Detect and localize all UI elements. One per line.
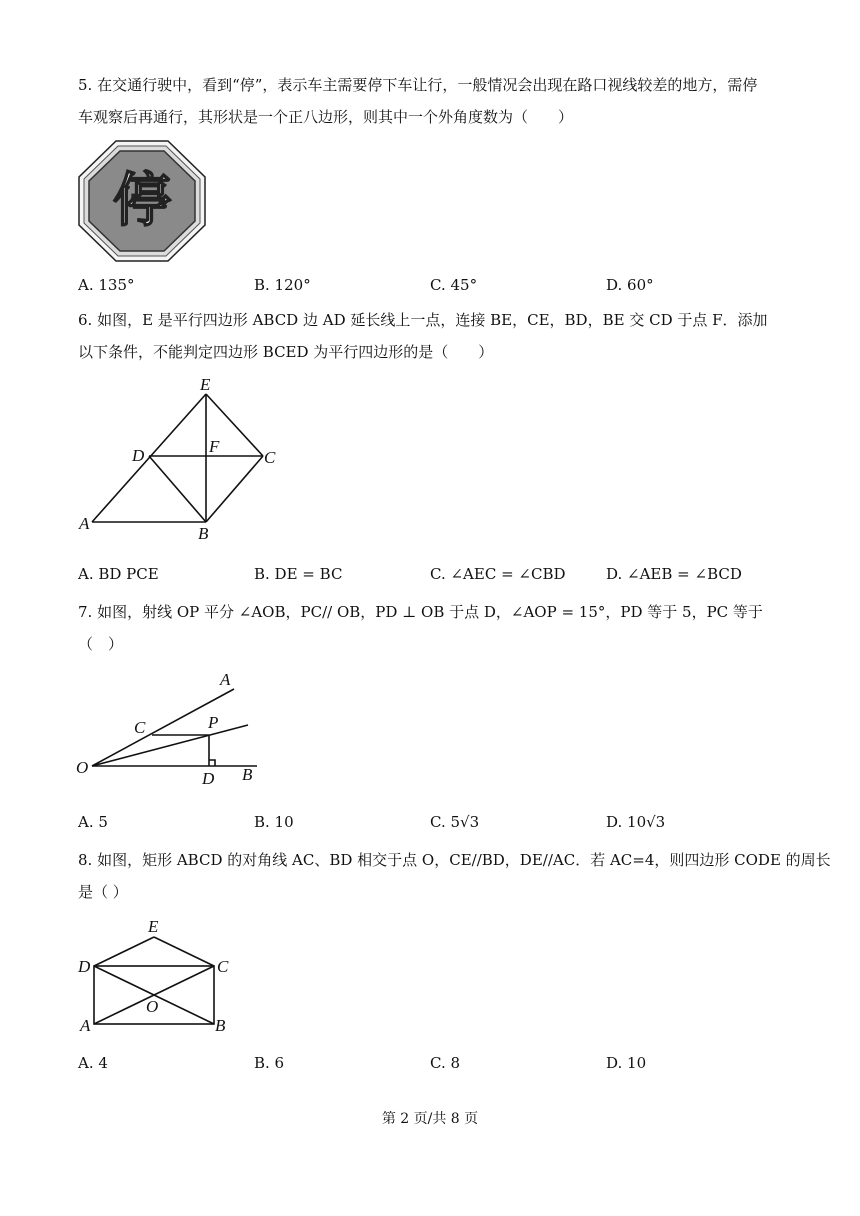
q6-option-b: B. DE = BC <box>254 565 343 583</box>
q5-option-b: B. 120° <box>254 276 311 294</box>
q6-label-d: D <box>132 446 145 465</box>
page-footer: 第 2 页/共 8 页 <box>381 1111 479 1127</box>
q6-label-f: F <box>209 437 220 456</box>
q6-text-line1: 6. 如图，E 是平行四边形 ABCD 边 AD 延长线上一点，连接 BE，CE，BD，BE 交 CD 于点 F．添加 <box>78 311 768 329</box>
q6-label-c: C <box>264 448 276 467</box>
q7-option-c: C. 5√3 <box>430 813 480 831</box>
q7-label-b: B <box>242 765 253 784</box>
q7-label-c: C <box>134 718 146 737</box>
q7-text-line2: （ ） <box>78 635 124 653</box>
q8-label-d: D <box>78 957 91 976</box>
q8-text-line2: 是（ ） <box>78 883 128 901</box>
q7-label-o: O <box>76 758 89 777</box>
q6-label-a: A <box>79 514 90 533</box>
q5-text-line1: 5. 在交通行驶中，看到“停”，表示车主需要停下车让行，一般情况会出现在路口视线较差的地方，需停 <box>78 76 758 94</box>
q5-option-a: A. 135° <box>78 276 135 294</box>
q8-label-a: A <box>80 1016 91 1035</box>
q7-option-a: A. 5 <box>78 813 108 831</box>
stop-sign-figure <box>78 140 206 262</box>
q8-rectangle-figure <box>72 914 242 1036</box>
q7-label-d: D <box>202 769 215 788</box>
q7-option-b: B. 10 <box>254 813 294 831</box>
q6-option-c: C. ∠AEC = ∠CBD <box>430 565 566 583</box>
q8-option-a: A. 4 <box>78 1054 108 1072</box>
q7-label-a: A <box>220 670 231 689</box>
q7-text-line1: 7. 如图，射线 OP 平分 ∠AOB，PC// OB，PD ⊥ OB 于点 D，∠AOP = 15°，PD 等于 5，PC 等于 <box>78 603 763 621</box>
q6-option-d: D. ∠AEB = ∠BCD <box>606 565 742 583</box>
q8-option-d: D. 10 <box>606 1054 647 1072</box>
q7-angle-figure <box>72 666 272 790</box>
q6-option-a: A. BD PCE <box>78 565 159 583</box>
q8-label-e: E <box>148 917 159 936</box>
q7-option-d: D. 10√3 <box>606 813 666 831</box>
q7-label-p: P <box>208 713 219 732</box>
stop-sign-char: 停 <box>112 166 172 234</box>
q6-label-b: B <box>198 524 209 543</box>
q6-parallelogram-figure <box>74 372 284 544</box>
q5-option-d: D. 60° <box>606 276 654 294</box>
q8-label-b: B <box>215 1016 226 1035</box>
q8-text-line1: 8. 如图，矩形 ABCD 的对角线 AC、BD 相交于点 O，CE//BD，DE//AC．若 AC=4，则四边形 CODE 的周长 <box>78 851 831 869</box>
q8-label-c: C <box>217 957 229 976</box>
q8-option-c: C. 8 <box>430 1054 461 1072</box>
q8-label-o: O <box>146 997 159 1016</box>
q5-option-c: C. 45° <box>430 276 478 294</box>
q6-text-line2: 以下条件，不能判定四边形 BCED 为平行四边形的是（ ） <box>78 343 494 361</box>
q6-label-e: E <box>200 375 211 394</box>
q5-text-line2: 车观察后再通行，其形状是一个正八边形，则其中一个外角度数为（ ） <box>78 108 574 126</box>
q8-option-b: B. 6 <box>254 1054 285 1072</box>
